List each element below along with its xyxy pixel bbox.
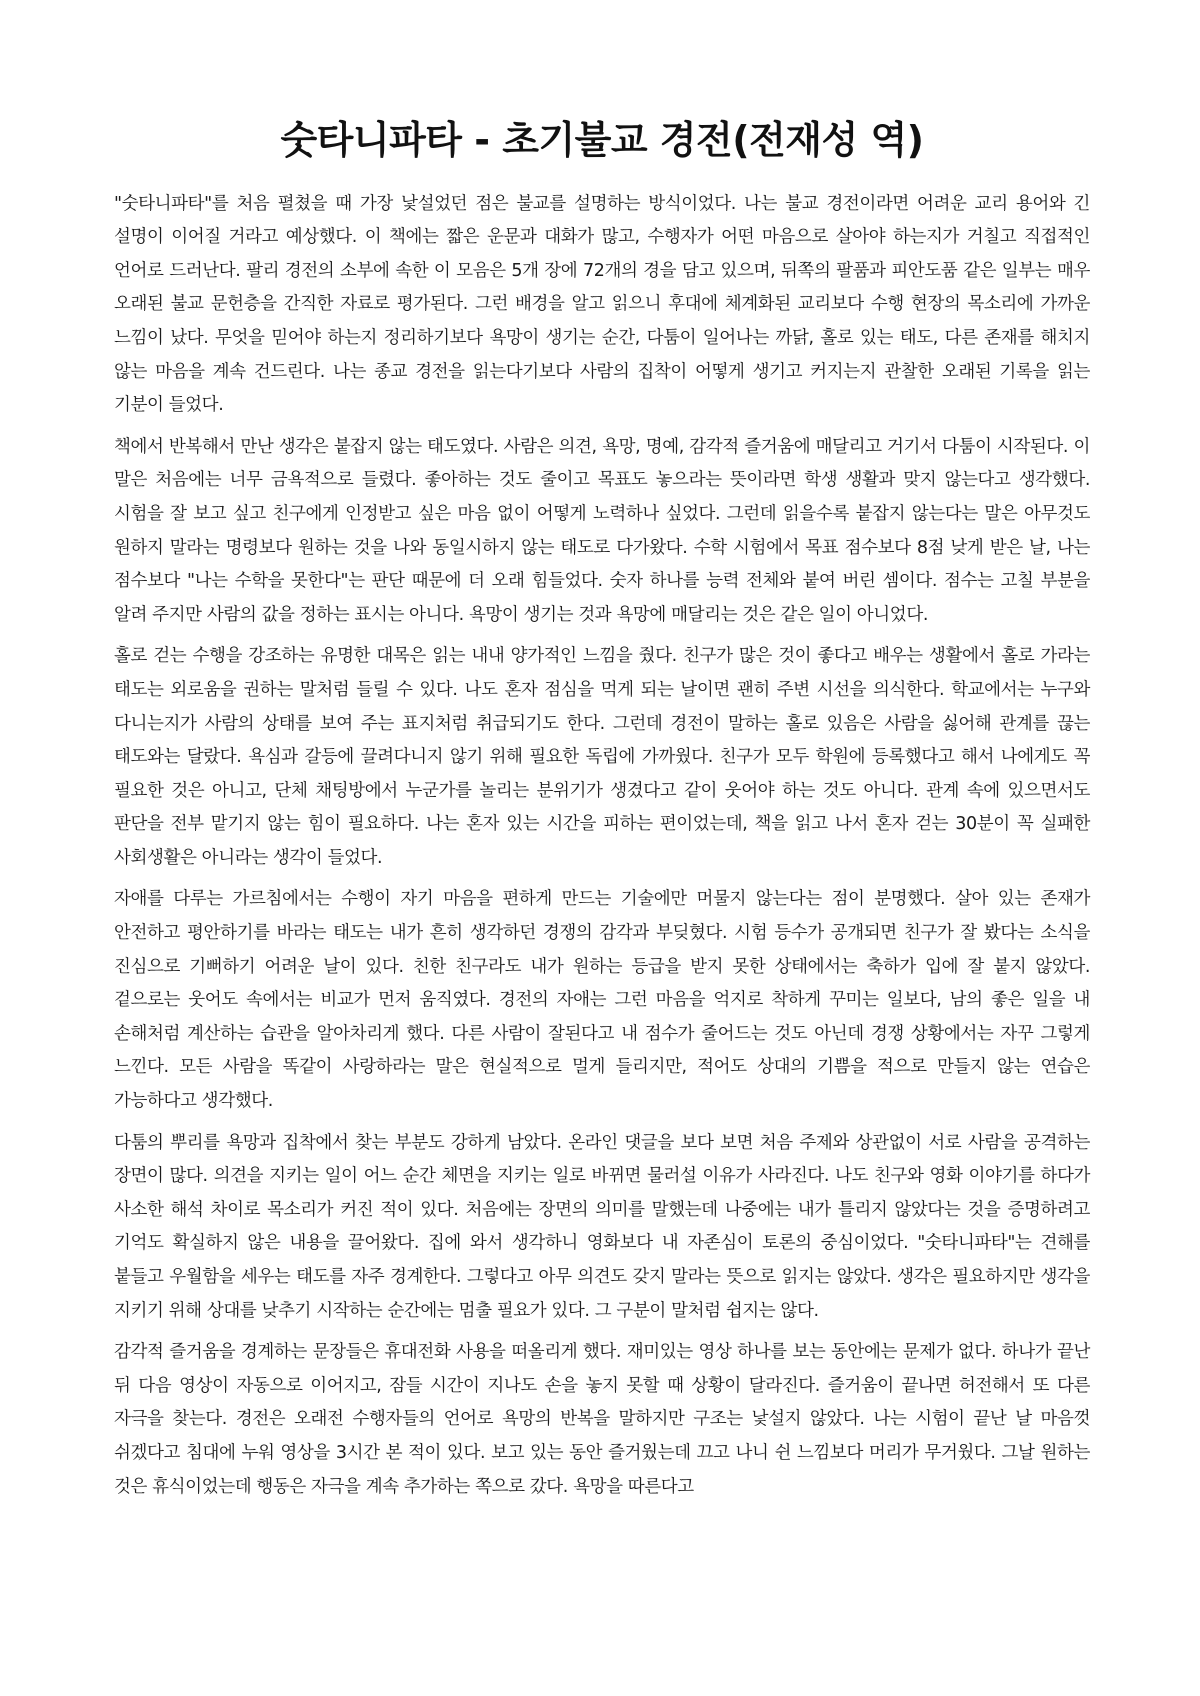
paragraph-1: "숫타니파타"를 처음 펼쳤을 때 가장 낯설었던 점은 불교를 설명하는 방식이었다. 나는 불교 경전이라면 어려운 교리 용어와 긴 설명이 이어질 거라고 예상했다. 이 책에는 짧은 운문과 대화가 많고, 수행자가 어떤 마음으로 살아야 하는지가 거칠고 직접적인 언어로 드러난다. 팔리 경전의 소부에 속한 이 모음은 5개 장에 72개의 경을 담고 있으며, 뒤쪽의 팔품과 피안도품 같은 일부는 매우 오래된 불교 문헌층을 간직한 자료로 평가된다. 그런 배경을 알고 읽으니 후대에 체계화된 교리보다 수행 현장의 목소리에 가까운 느낌이 났다. 무엇을 믿어야 하는지 정리하기보다 욕망이 생기는 순간, 다툼이 일어나는 까닭, 홀로 있는 태도, 다른 존재를 해치지 않는 마음을 계속 건드린다. 나는 종교 경전을 읽는다기보다 사람의 집착이 어떻게 생기고 커지는지 관찰한 오래된 기록을 읽는 기분이 들었다. [114,193,1090,416]
paragraph-3: 홀로 걷는 수행을 강조하는 유명한 대목은 읽는 내내 양가적인 느낌을 줬다. 친구가 많은 것이 좋다고 배우는 생활에서 홀로 가라는 태도는 외로움을 권하는 말처럼 들릴 수 있다. 나도 혼자 점심을 먹게 되는 날이면 괜히 주변 시선을 의식한다. 학교에서는 누구와 다니는지가 사람의 상태를 보여 주는 표지처럼 취급되기도 한다. 그런데 경전이 말하는 홀로 있음은 사람을 싫어해 관계를 끊는 태도와는 달랐다. 욕심과 갈등에 끌려다니지 않기 위해 필요한 독립에 가까웠다. 친구가 모두 학원에 등록했다고 해서 나에게도 꼭 필요한 것은 아니고, 단체 채팅방에서 누군가를 놀리는 분위기가 생겼다고 같이 웃어야 하는 것도 아니다. 관계 속에 있으면서도 판단을 전부 맡기지 않는 힘이 필요하다. 나는 혼자 있는 시간을 피하는 편이었는데, 책을 읽고 나서 혼자 걷는 30분이 꼭 실패한 사회생활은 아니라는 생각이 들었다. [114,646,1090,868]
document-title: 숫타니파타 - 초기불교 경전(전재성 역) [280,118,924,162]
paragraph-4: 자애를 다루는 가르침에서는 수행이 자기 마음을 편하게 만드는 기술에만 머물지 않는다는 점이 분명했다. 살아 있는 존재가 안전하고 평안하기를 바라는 태도는 내가 흔히 생각하던 경쟁의 감각과 부딪혔다. 시험 등수가 공개되면 친구가 잘 봤다는 소식을 진심으로 기뻐하기 어려운 날이 있다. 친한 친구라도 내가 원하는 등급을 받지 못한 상태에서는 축하가 입에 잘 붙지 않았다. 겉으로는 웃어도 속에서는 비교가 먼저 움직였다. 경전의 자애는 그런 마음을 억지로 착하게 꾸미는 일보다, 남의 좋은 일을 내 손해처럼 계산하는 습관을 알아차리게 했다. 다른 사람이 잘된다고 내 점수가 줄어드는 것도 아닌데 경쟁 상황에서는 자꾸 그렇게 느낀다. 모든 사람을 똑같이 사랑하라는 말은 현실적으로 멀게 들리지만, 적어도 상대의 기쁨을 적으로 만들지 않는 연습은 가능하다고 생각했다. [114,889,1090,1112]
paragraph-6: 감각적 즐거움을 경계하는 문장들은 휴대전화 사용을 떠올리게 했다. 재미있는 영상 하나를 보는 동안에는 문제가 없다. 하나가 끝난 뒤 다음 영상이 자동으로 이어지고, 잠들 시간이 지나도 손을 놓지 못할 때 상황이 달라진다. 즐거움이 끝나면 허전해서 또 다른 자극을 찾는다. 경전은 오래전 수행자들의 언어로 욕망의 반복을 말하지만 구조는 낯설지 않았다. 나는 시험이 끝난 날 마음껏 쉬겠다고 침대에 누워 영상을 3시간 본 적이 있다. 보고 있는 동안 즐거웠는데 끄고 나니 쉰 느낌보다 머리가 무거웠다. 그날 원하는 것은 휴식이었는데 행동은 자극을 계속 추가하는 쪽으로 갔다. 욕망을 따른다고 [114,1342,1090,1497]
paragraph-5: 다툼의 뿌리를 욕망과 집착에서 찾는 부분도 강하게 남았다. 온라인 댓글을 보다 보면 처음 주제와 상관없이 서로 사람을 공격하는 장면이 많다. 의견을 지키는 일이 어느 순간 체면을 지키는 일로 바뀌면 물러설 이유가 사라진다. 나도 친구와 영화 이야기를 하다가 사소한 해석 차이로 목소리가 커진 적이 있다. 처음에는 장면의 의미를 말했는데 나중에는 내가 틀리지 않았다는 것을 증명하려고 기억도 확실하지 않은 내용을 끌어왔다. 집에 와서 생각하니 영화보다 내 자존심이 토론의 중심이었다. "숫타니파타"는 견해를 붙들고 우월함을 세우는 태도를 자주 경계한다. 그렇다고 아무 의견도 갖지 말라는 뜻으로 읽지는 않았다. 생각은 필요하지만 생각을 지키기 위해 상대를 낮추기 시작하는 순간에는 멈출 필요가 있다. 그 구분이 말처럼 쉽지는 않다. [114,1132,1090,1321]
paragraph-2: 책에서 반복해서 만난 생각은 붙잡지 않는 태도였다. 사람은 의견, 욕망, 명예, 감각적 즐거움에 매달리고 거기서 다툼이 시작된다. 이 말은 처음에는 너무 금욕적으로 들렸다. 좋아하는 것도 줄이고 목표도 놓으라는 뜻이라면 학생 생활과 맞지 않는다고 생각했다. 시험을 잘 보고 싶고 친구에게 인정받고 싶은 마음 없이 어떻게 노력하나 싶었다. 그런데 읽을수록 붙잡지 않는다는 말은 아무것도 원하지 말라는 명령보다 원하는 것을 나와 동일시하지 않는 태도로 다가왔다. 수학 시험에서 목표 점수보다 8점 낮게 받은 날, 나는 점수보다 "나는 수학을 못한다"는 판단 때문에 더 오래 힘들었다. 숫자 하나를 능력 전체와 붙여 버린 셈이다. 점수는 고칠 부분을 알려 주지만 사람의 값을 정하는 표시는 아니다. 욕망이 생기는 것과 욕망에 매달리는 것은 같은 일이 아니었다. [114,436,1090,625]
